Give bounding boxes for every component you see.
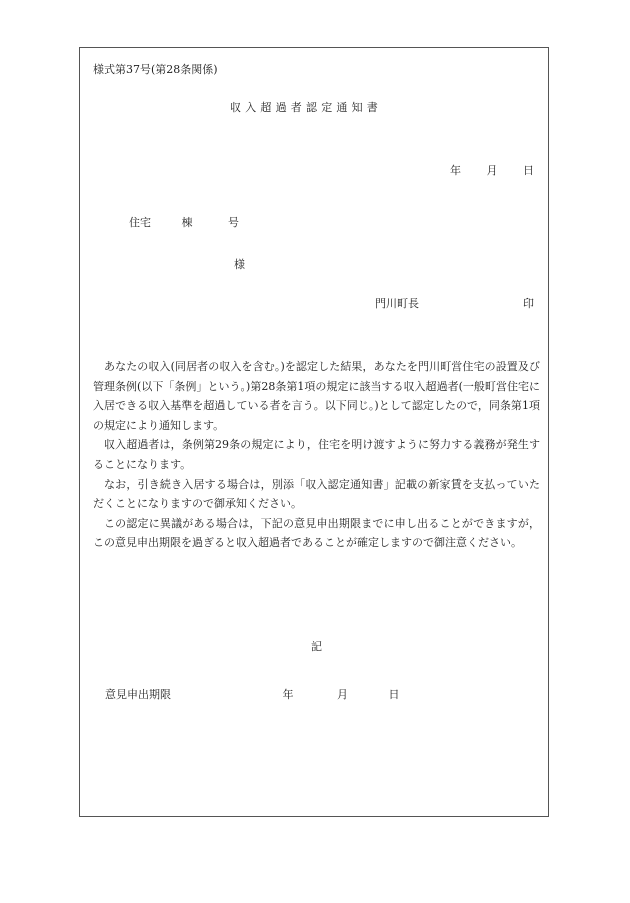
ki-heading: 記	[311, 640, 322, 653]
date-line	[450, 164, 534, 178]
issuer-name: 門川町長	[375, 297, 419, 310]
body-paragraph: あなたの収入(同居者の収入を含む。)を認定した結果，あなたを門川町営住宅の設置及び管理条例(以下「条例」という。)第28条第1項の規定に該当する収入超過者(一般町営住宅に入居できる収入基準を超過している者を言う。以下同じ。)として認定したので，同条第1項の規定により通知します。	[93, 360, 540, 432]
date-day-label: 日	[523, 164, 534, 177]
body-paragraph: なお，引き続き入居する場合は，別添「収入認定通知書」記載の新家賃を支払っていただくことになりますので御承知ください。	[93, 477, 540, 511]
notice-body	[93, 357, 540, 553]
date-month-label: 月	[486, 164, 498, 177]
deadline-year-label: 年	[282, 688, 294, 701]
address-building-label: 棟	[181, 216, 193, 229]
address-line	[129, 216, 239, 230]
address-house-label: 住宅	[129, 216, 151, 229]
deadline-day-label: 日	[388, 688, 400, 701]
date-year-label: 年	[450, 164, 461, 177]
body-paragraph: 収入超過者は，条例第29条の規定により，住宅を明け渡すように努力する義務が発生することになります。	[93, 438, 540, 471]
document-title: 収入超過者認定通知書	[230, 101, 382, 114]
document-frame	[79, 47, 549, 817]
recipient-honorific: 様	[234, 258, 245, 271]
deadline-label: 意見申出期限	[105, 688, 171, 701]
form-number: 様式第37号(第28条関係)	[93, 63, 218, 76]
address-number-label: 号	[228, 216, 239, 229]
deadline-month-label: 月	[337, 688, 348, 701]
seal-mark: 印	[523, 297, 534, 310]
deadline-line	[105, 688, 400, 702]
body-paragraph: この認定に異議がある場合は，下記の意見申出期限までに申し出ることができますが，この意見申出期限を過ぎると収入超過者であることが確定しますので御注意ください。	[93, 516, 540, 550]
